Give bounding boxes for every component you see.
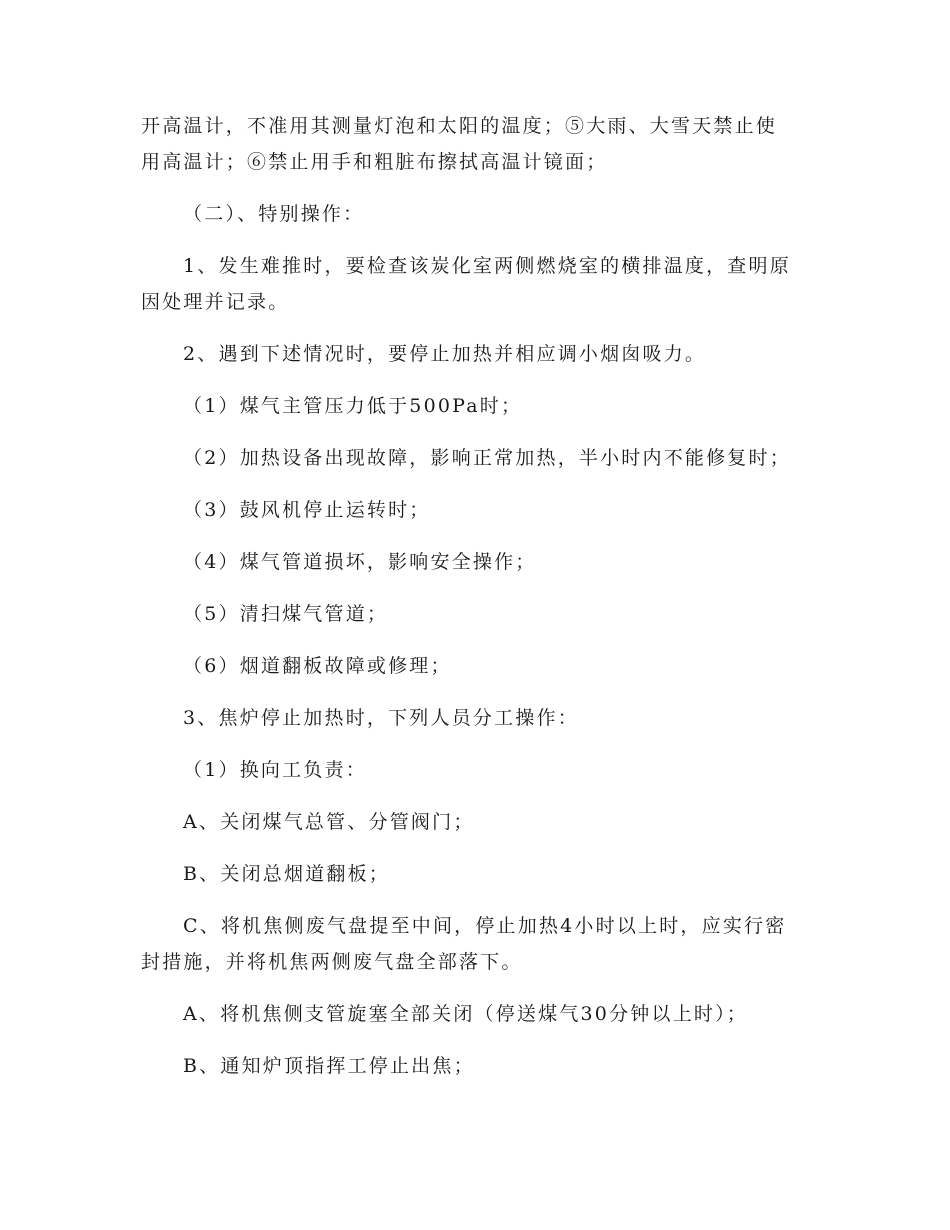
paragraph-3-line-2: 因处理并记录。 (141, 291, 290, 313)
list-item-6: （6）烟道翻板故障或修理； (183, 655, 452, 677)
paragraph-11: 3、焦炉停止加热时，下列人员分工操作： (183, 707, 579, 729)
list-item-4: （4）煤气管道损坏，影响安全操作； (183, 551, 537, 573)
sub-item-a: A、关闭煤气总管、分管阀门； (183, 811, 475, 833)
list-item-5: （5）清扫煤气管道； (183, 603, 389, 625)
sub-item-1: （1）换向工负责： (183, 759, 367, 781)
paragraph-1-line-2: 用高温计；⑥禁止用手和粗脏布擦拭高温计镜面； (141, 151, 608, 173)
list-item-1: （1）煤气主管压力低于500Pa时； (183, 395, 523, 417)
paragraph-1-line-1: 开高温计，不准用其测量灯泡和太阳的温度；⑤大雨、大雪天禁止使 (141, 115, 778, 137)
sub-item-c-line-2: 封措施，并将机焦两侧废气盘全部落下。 (141, 951, 523, 973)
paragraph-3-line-1: 1、发生难推时，要检查该炭化室两侧燃烧室的横排温度，查明原 (183, 255, 791, 277)
sub-item-a-2: A、将机焦侧支管旋塞全部关闭（停送煤气30分钟以上时）； (183, 1003, 748, 1025)
list-item-3: （3）鼓风机停止运转时； (183, 499, 431, 521)
sub-item-c-line-1: C、将机焦侧废气盘提至中间，停止加热4小时以上时，应实行密 (183, 915, 787, 937)
list-item-2: （2）加热设备出现故障，影响正常加热，半小时内不能修复时； (183, 447, 791, 469)
sub-item-b: B、关闭总烟道翻板； (183, 863, 390, 885)
document-body (141, 108, 811, 1084)
sub-item-b-2: B、通知炉顶指挥工停止出焦； (183, 1055, 475, 1077)
section-heading-special-operations: （二）、特别操作： (183, 203, 365, 225)
paragraph-4: 2、遇到下述情况时，要停止加热并相应调小烟囱吸力。 (183, 343, 707, 365)
